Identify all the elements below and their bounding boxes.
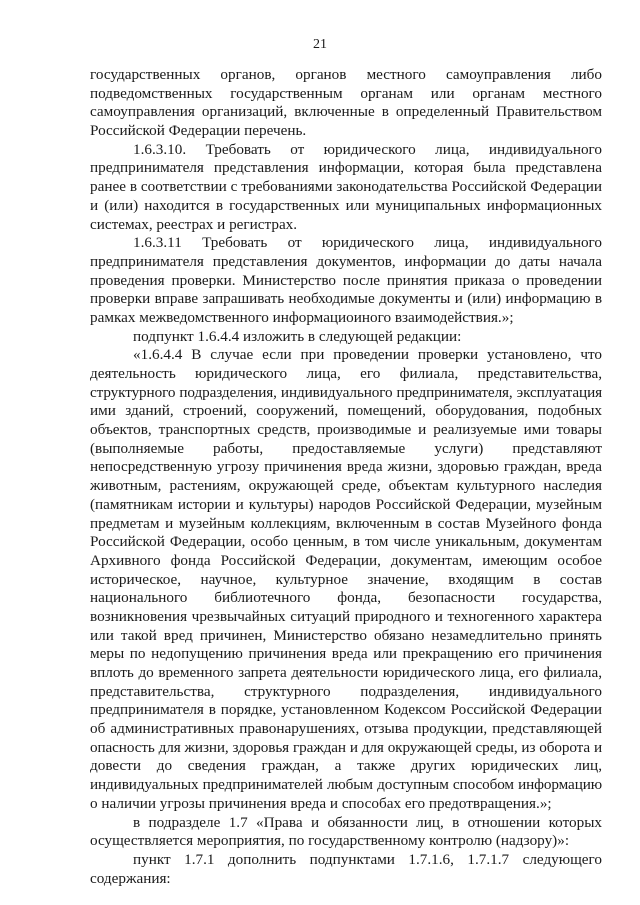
text-line: подведомственных государственным органам или органам местного (90, 84, 602, 102)
text-line: содержания: (90, 869, 171, 887)
text-line: самоуправления организаций, включенные в определенный Правительством (90, 103, 602, 121)
text-line: довести до сведения граждан, а также других юридических лиц, (90, 757, 602, 775)
text-line: пункт 1.7.1 дополнить подпунктами 1.7.1.6, 1.7.1.7 следующего (133, 850, 602, 868)
text-line: (памятникам истории и культуры) народов Российской Федерации, музейным (90, 495, 602, 513)
text-line: об административных правонарушениях, отзыва продукции, представляющей (90, 720, 602, 738)
text-line: вплоть до временного запрета деятельности юридического лица, его филиала, (90, 664, 602, 681)
text-line: представительства, структурного подразделения, индивидуального (90, 682, 602, 700)
text-line: предпринимателя представления информации, которая была представлена (90, 159, 602, 177)
text-line: Архивного фонда Российской Федерации, документам, имеющим особое (90, 551, 602, 569)
text-line: национального библиотечного фонда, безопасности государства, (90, 589, 602, 607)
text-line: историческое, научное, культурное значение, входящим в состав (90, 570, 602, 588)
text-line: непосредственную угрозу причинения вреда жизни, здоровью граждан, вреда (90, 458, 602, 476)
text-line: животным, растениям, окружающей среде, объектам культурного наследия (90, 477, 602, 495)
text-line: 1.6.3.11 Требовать от юридического лица, индивидуального (133, 234, 602, 252)
text-line: объектов, транспортных средств, производимые и реализуемые ими товары (90, 421, 602, 439)
document-body (90, 66, 602, 888)
text-line: структурного подразделения, индивидуального предпринимателя, эксплуатация (90, 383, 602, 401)
text-line: государственных органов, органов местного самоуправления либо (90, 66, 602, 83)
text-line: рамках межведомственного информациоиного взаимодействия.»; (90, 308, 514, 326)
text-line: (выполняемые работы, предоставляемые услуги) представляют (90, 439, 602, 457)
text-line: предпринимателя представления документов, информации до даты начала (90, 252, 602, 270)
text-line: индивидуальных предпринимателей любым доступным способом информацию (90, 776, 602, 794)
text-line: проведения проверки. Министерство после принятия приказа о проведении (90, 271, 602, 289)
text-line: Российской Федерации перечень. (90, 122, 307, 140)
text-line: меры по недопущению причинения вреда или прекращению его причинения (90, 645, 602, 663)
text-line: о наличии угрозы причинения вреда и способах его предотвращения.»; (90, 794, 552, 812)
text-line: и (или) находится в государственных или муниципальных информационных (90, 196, 602, 214)
text-line: осуществляется мероприятия, по государственному контролю (надзору)»: (90, 832, 570, 850)
text-line: в подразделе 1.7 «Права и обязанности лиц, в отношении которых (133, 813, 602, 831)
text-line: опасность для жизни, здоровья граждан и для окружающей среды, из оборота и (90, 738, 602, 756)
text-line: системах, реестрах и регистрах. (90, 215, 298, 233)
text-line: «1.6.4.4 В случае если при проведении проверки установлено, что (133, 346, 602, 364)
text-line: ими зданий, строений, сооружений, помещений, оборудования, подобных (90, 402, 602, 420)
text-line: или такой вред причинен, Министерство обязано незамедлительно принять (90, 626, 602, 644)
text-line: проверки вправе запрашивать необходимые документы и (или) информацию в (90, 290, 602, 308)
text-line: возникновения чрезвычайных ситуаций природного и техногенного характера (90, 607, 602, 625)
text-line: ранее в соответствии с требованиями законодательства Российской Федерации (90, 178, 602, 196)
text-line: Российской Федерации, особо ценным, в том числе уникальным, документам (90, 533, 602, 551)
text-line: 1.6.3.10. Требовать от юридического лица, индивидуального (133, 140, 602, 158)
page-number: 21 (313, 37, 327, 52)
text-line: деятельность юридического лица, его филиала, представительства, (90, 365, 602, 382)
text-line: предметам и музейным коллекциям, включенным в состав Музейного фонда (90, 514, 602, 532)
text-line: предпринимателя в порядке, установленном Кодексом Российской Федерации (90, 701, 602, 719)
text-line: подпункт 1.6.4.4 изложить в следующей редакции: (133, 327, 462, 345)
